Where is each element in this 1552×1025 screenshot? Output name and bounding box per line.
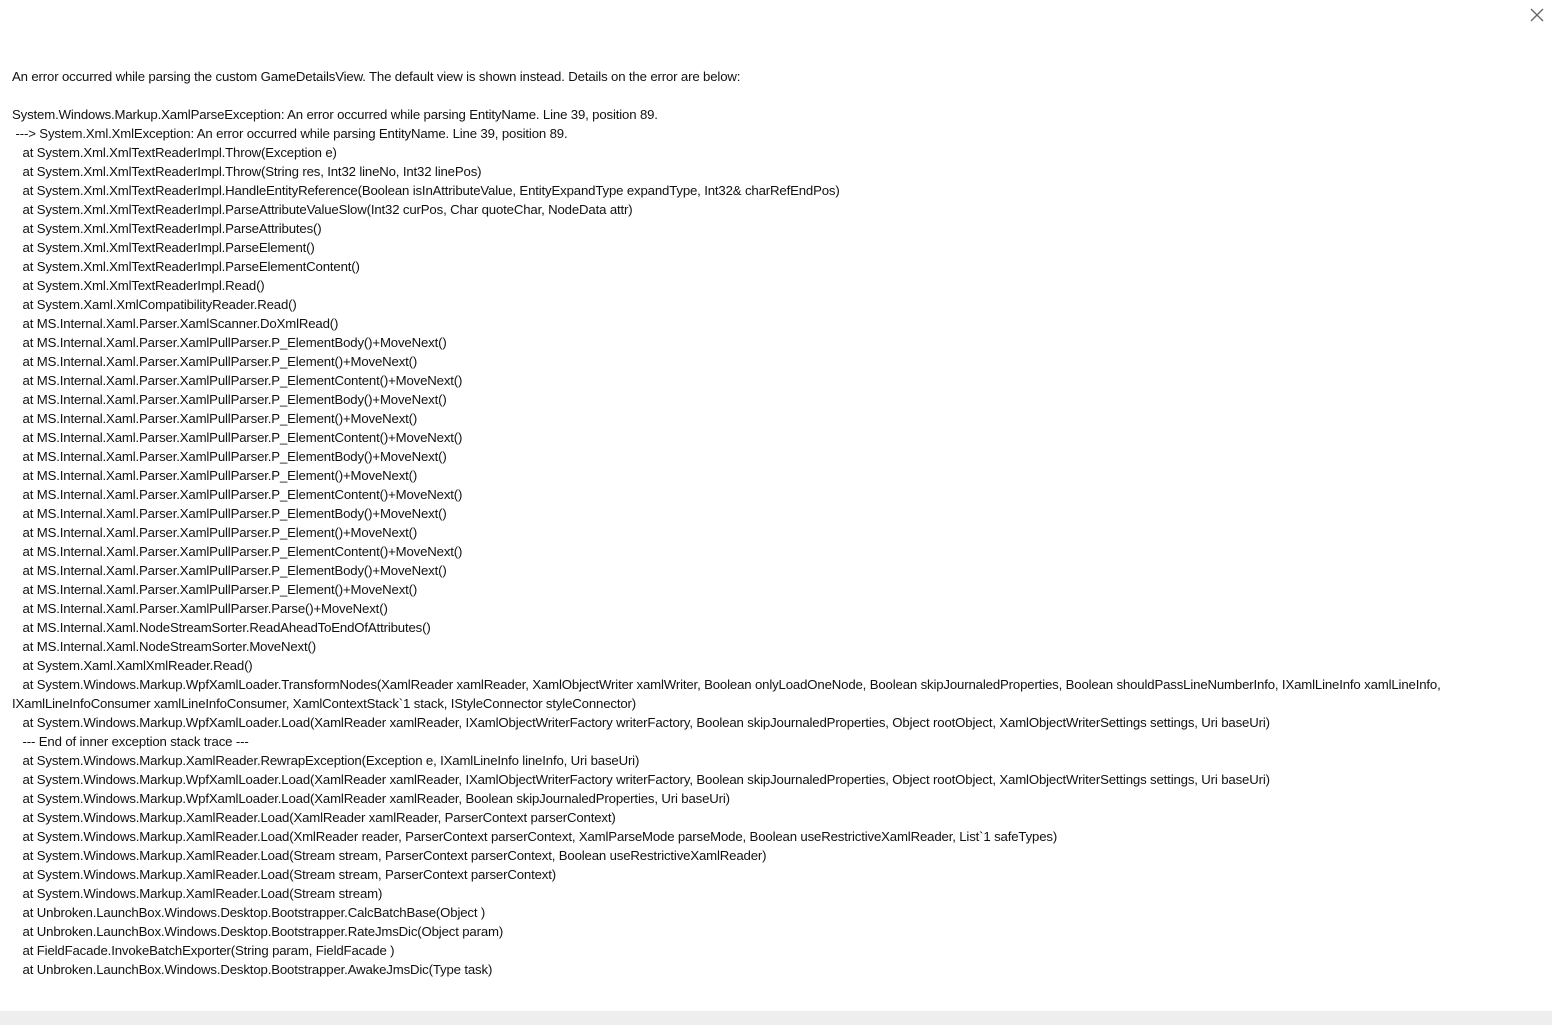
close-button[interactable] [1528, 6, 1546, 24]
stack-trace-line: at MS.Internal.Xaml.Parser.XamlPullParser.P_Element()+MoveNext() [12, 582, 418, 597]
stack-trace-line: at MS.Internal.Xaml.Parser.XamlPullParser.P_ElementContent()+MoveNext() [12, 487, 463, 502]
stack-trace-line: at Unbroken.LaunchBox.Windows.Desktop.Bootstrapper.AwakeJmsDic(Type task) [12, 962, 493, 977]
stack-trace-line: at Unbroken.LaunchBox.Windows.Desktop.Bootstrapper.RateJmsDic(Object param) [12, 924, 504, 939]
stack-trace-line: at MS.Internal.Xaml.Parser.XamlPullParser.P_Element()+MoveNext() [12, 411, 418, 426]
stack-trace-line: at MS.Internal.Xaml.Parser.XamlPullParser.P_ElementBody()+MoveNext() [12, 506, 447, 521]
stack-trace-line: at Unbroken.LaunchBox.Windows.Desktop.Bootstrapper.CalcBatchBase(Object ) [12, 905, 486, 920]
stack-trace-line: --- End of inner exception stack trace --- [12, 734, 249, 749]
stack-trace-line: at System.Xml.XmlTextReaderImpl.Throw(String res, Int32 lineNo, Int32 linePos) [12, 164, 482, 179]
stack-trace-line: at System.Windows.Markup.WpfXamlLoader.Load(XamlReader xamlReader, Boolean skipJournaledProperties, Uri baseUri) [12, 791, 730, 806]
stack-trace-line: at MS.Internal.Xaml.Parser.XamlPullParser.P_ElementContent()+MoveNext() [12, 373, 463, 388]
stack-trace-line: at System.Xml.XmlTextReaderImpl.Throw(Exception e) [12, 145, 337, 160]
stack-trace-line: at MS.Internal.Xaml.Parser.XamlPullParser.P_Element()+MoveNext() [12, 525, 418, 540]
stack-trace-line: at System.Xml.XmlTextReaderImpl.ParseElementContent() [12, 259, 360, 274]
stack-trace-line: at System.Xaml.XmlCompatibilityReader.Read() [12, 297, 297, 312]
stack-trace-line: at System.Xml.XmlTextReaderImpl.ParseAttributeValueSlow(Int32 curPos, Char quoteChar, NodeData attr) [12, 202, 633, 217]
stack-trace-line: at MS.Internal.Xaml.Parser.XamlPullParser.P_ElementBody()+MoveNext() [12, 563, 447, 578]
spacer [12, 86, 1532, 105]
stack-trace-line: at MS.Internal.Xaml.Parser.XamlPullParser.P_ElementBody()+MoveNext() [12, 392, 447, 407]
stack-trace-line: at MS.Internal.Xaml.Parser.XamlPullParser.Parse()+MoveNext() [12, 601, 388, 616]
stack-trace-line: at MS.Internal.Xaml.Parser.XamlPullParser.P_ElementBody()+MoveNext() [12, 449, 447, 464]
stack-trace-line: at System.Windows.Markup.XamlReader.Load(Stream stream) [12, 886, 383, 901]
stack-trace-line: at MS.Internal.Xaml.NodeStreamSorter.ReadAheadToEndOfAttributes() [12, 620, 431, 635]
error-intro-text: An error occurred while parsing the custom GameDetailsView. The default view is shown instead. Details on the error are below: [12, 69, 741, 84]
stack-trace-line: at System.Windows.Markup.XamlReader.RewrapException(Exception e, IXamlLineInfo lineInfo, Uri baseUri) [12, 753, 640, 768]
stack-trace-line: ---> System.Xml.XmlException: An error occurred while parsing EntityName. Line 39, position 89. [12, 126, 568, 141]
stack-trace-line: at MS.Internal.Xaml.Parser.XamlPullParser.P_Element()+MoveNext() [12, 468, 418, 483]
close-icon[interactable] [1528, 6, 1546, 24]
stack-trace-line: at MS.Internal.Xaml.Parser.XamlPullParser.P_ElementContent()+MoveNext() [12, 544, 463, 559]
stack-trace-line: at System.Windows.Markup.XamlReader.Load(XmlReader reader, ParserContext parserContext, XamlParseMode parseMode, Boolean useRestrictiveXamlReader, List`1 safeTypes) [12, 829, 1058, 844]
bottom-bar [0, 1011, 1552, 1025]
stack-trace-line: at MS.Internal.Xaml.Parser.XamlPullParser.P_ElementContent()+MoveNext() [12, 430, 463, 445]
stack-trace-line: at MS.Internal.Xaml.Parser.XamlPullParser.P_Element()+MoveNext() [12, 354, 418, 369]
stack-trace-line: at System.Windows.Markup.WpfXamlLoader.Load(XamlReader xamlReader, IXamlObjectWriterFactory writerFactory, Boolean skipJournaledProperties, Object rootObject, XamlObjectWriterSettings settings, Uri baseUri) [12, 715, 1270, 730]
stack-trace-line: at MS.Internal.Xaml.Parser.XamlPullParser.P_ElementBody()+MoveNext() [12, 335, 447, 350]
stack-trace-line: at System.Windows.Markup.WpfXamlLoader.Load(XamlReader xamlReader, IXamlObjectWriterFactory writerFactory, Boolean skipJournaledProperties, Object rootObject, XamlObjectWriterSettings settings, Uri baseUri) [12, 772, 1270, 787]
stack-trace-line: at MS.Internal.Xaml.Parser.XamlScanner.DoXmlRead() [12, 316, 339, 331]
stack-trace-line: at System.Windows.Markup.XamlReader.Load(Stream stream, ParserContext parserContext) [12, 867, 556, 882]
stack-trace-line: at MS.Internal.Xaml.NodeStreamSorter.MoveNext() [12, 639, 316, 654]
stack-trace-line: at System.Xml.XmlTextReaderImpl.HandleEntityReference(Boolean isInAttributeValue, EntityExpandType expandType, Int32& charRefEndPos) [12, 183, 840, 198]
exception-header-line: System.Windows.Markup.XamlParseException: An error occurred while parsing EntityName. Line 39, position 89. [12, 107, 658, 122]
stack-trace-line: at System.Xml.XmlTextReaderImpl.ParseElement() [12, 240, 315, 255]
stack-trace-line: at System.Xml.XmlTextReaderImpl.Read() [12, 278, 265, 293]
stack-trace-line: at FieldFacade.InvokeBatchExporter(String param, FieldFacade ) [12, 943, 395, 958]
stack-trace-line: at System.Xml.XmlTextReaderImpl.ParseAttributes() [12, 221, 322, 236]
exception-stack-trace [12, 105, 1532, 979]
stack-trace-line: at System.Windows.Markup.XamlReader.Load(XamlReader xamlReader, ParserContext parserContext) [12, 810, 616, 825]
error-message [12, 67, 1532, 979]
stack-trace-line: at System.Xaml.XamlXmlReader.Read() [12, 658, 253, 673]
stack-trace-line: at System.Windows.Markup.WpfXamlLoader.TransformNodes(XamlReader xamlReader, XamlObjectWriter xamlWriter, Boolean onlyLoadOneNode, Boolean skipJournaledProperties, Boolean shouldPassLineNumberInfo, IXamlLineInfo xamlLineInfo, IXamlLineInfoConsumer xamlLineInfoConsumer, XamlContextStack`1 stack, IStyleConnector styleConnector) [12, 677, 1445, 711]
stack-trace-line: at System.Windows.Markup.XamlReader.Load(Stream stream, ParserContext parserContext, Boolean useRestrictiveXamlReader) [12, 848, 767, 863]
